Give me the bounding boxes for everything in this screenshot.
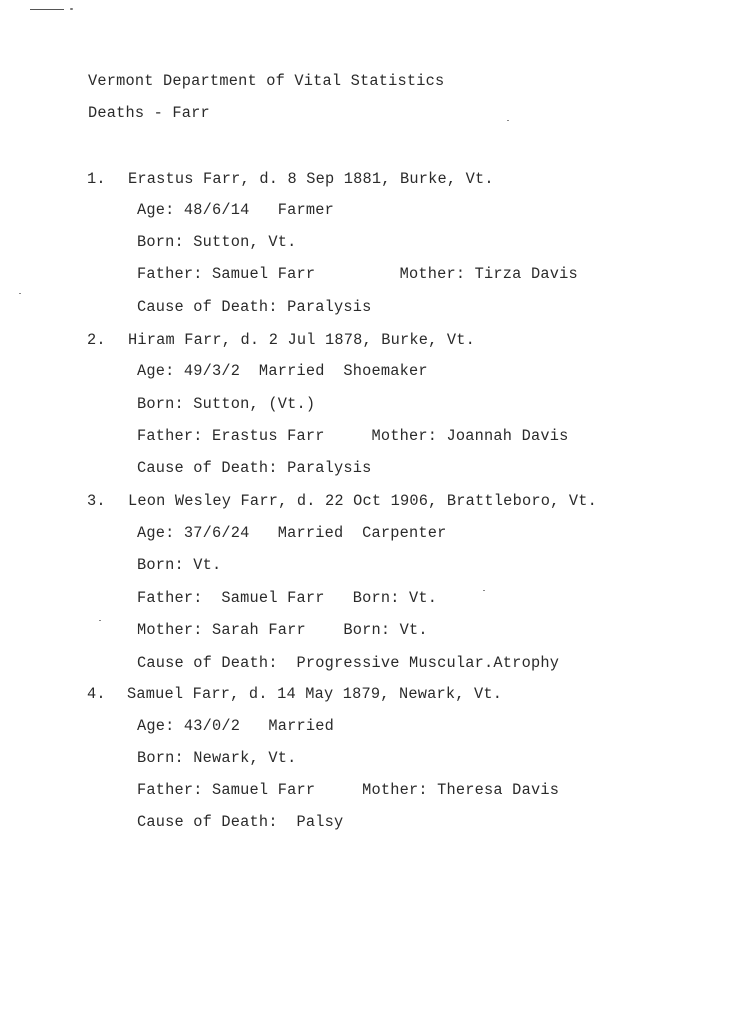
entry-detail: Born: Sutton, Vt. — [137, 233, 297, 251]
scan-speck — [483, 590, 485, 591]
entry-number: 4. — [87, 685, 106, 703]
scan-artifact-line — [30, 9, 64, 10]
document-subheading: Deaths - Farr — [88, 104, 210, 122]
entry-detail: Age: 48/6/14 Farmer — [137, 201, 334, 219]
entry-detail: Age: 43/0/2 Married — [137, 717, 334, 735]
entry-detail: Mother: Sarah Farr Born: Vt. — [137, 621, 428, 639]
entry-detail: Cause of Death: Palsy — [137, 813, 344, 831]
entry-title: Samuel Farr, d. 14 May 1879, Newark, Vt. — [127, 685, 503, 703]
entry-number: 2. — [87, 331, 106, 349]
entry-number: 3. — [87, 492, 106, 510]
scan-speck — [507, 120, 509, 121]
entry-detail: Born: Newark, Vt. — [137, 749, 297, 767]
entry-detail: Father: Samuel Farr Mother: Tirza Davis — [137, 265, 578, 283]
entry-detail: Age: 37/6/24 Married Carpenter — [137, 524, 447, 542]
entry-detail: Father: Erastus Farr Mother: Joannah Davis — [137, 427, 569, 445]
entry-detail: Born: Vt. — [137, 556, 222, 574]
entry-detail: Cause of Death: Paralysis — [137, 298, 372, 316]
entry-title: Hiram Farr, d. 2 Jul 1878, Burke, Vt. — [128, 331, 476, 349]
entry-number: 1. — [87, 170, 106, 188]
entry-detail: Born: Sutton, (Vt.) — [137, 395, 316, 413]
entry-title: Erastus Farr, d. 8 Sep 1881, Burke, Vt. — [128, 170, 494, 188]
scan-artifact-dot — [70, 8, 73, 10]
entry-detail: Father: Samuel Farr Born: Vt. — [137, 589, 438, 607]
entry-detail: Age: 49/3/2 Married Shoemaker — [137, 362, 428, 380]
document-heading: Vermont Department of Vital Statistics — [88, 72, 445, 90]
scan-speck — [99, 620, 101, 621]
entry-detail: Father: Samuel Farr Mother: Theresa Davis — [137, 781, 560, 799]
entry-title: Leon Wesley Farr, d. 22 Oct 1906, Brattleboro, Vt. — [128, 492, 597, 510]
entry-detail: Cause of Death: Progressive Muscular.Atrophy — [137, 654, 560, 672]
scan-speck — [19, 293, 21, 294]
entry-detail: Cause of Death: Paralysis — [137, 459, 372, 477]
